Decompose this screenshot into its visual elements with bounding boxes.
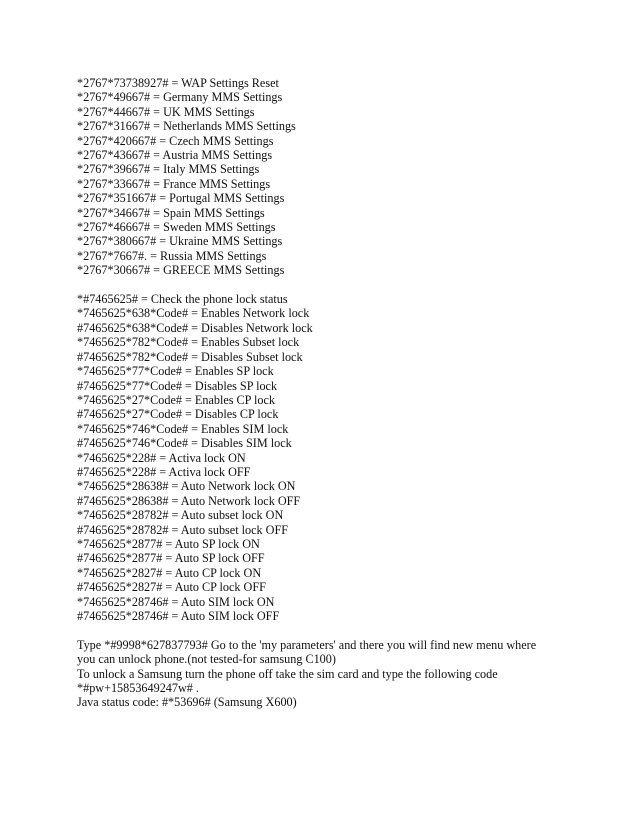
code-line: *2767*39667# = Italy MMS Settings bbox=[77, 162, 260, 177]
code-line: *2767*73738927# = WAP Settings Reset bbox=[77, 76, 279, 90]
instruction-line: *#pw+15853649247w# . bbox=[77, 681, 199, 696]
code-line: *7465625*746*Code# = Enables SIM lock bbox=[77, 421, 289, 436]
lock-codes-section bbox=[77, 292, 577, 623]
code-line: *2767*31667# = Netherlands MMS Settings bbox=[77, 119, 296, 134]
instruction-line: you can unlock phone.(not tested-for samsung C100) bbox=[77, 652, 336, 667]
code-line: *2767*30667# = GREECE MMS Settings bbox=[77, 263, 285, 278]
code-line: *2767*49667# = Germany MMS Settings bbox=[77, 90, 283, 105]
code-line: *#7465625# = Check the phone lock status bbox=[77, 292, 288, 307]
code-line: #7465625*28638# = Auto Network lock OFF bbox=[77, 493, 301, 508]
code-line: #7465625*2827# = Auto CP lock OFF bbox=[77, 580, 266, 595]
code-line: *7465625*28782# = Auto subset lock ON bbox=[77, 508, 284, 523]
code-line: *2767*46667# = Sweden MMS Settings bbox=[77, 220, 276, 235]
code-line: *7465625*2827# = Auto CP lock ON bbox=[77, 565, 262, 580]
code-line: *2767*44667# = UK MMS Settings bbox=[77, 104, 255, 119]
code-line: *7465625*28746# = Auto SIM lock ON bbox=[77, 594, 275, 609]
code-line: #7465625*27*Code# = Disables CP lock bbox=[77, 407, 279, 422]
code-line: #7465625*28782# = Auto subset lock OFF bbox=[77, 522, 289, 537]
code-line: *7465625*27*Code# = Enables CP lock bbox=[77, 392, 276, 407]
code-line: *2767*351667# = Portugal MMS Settings bbox=[77, 191, 285, 206]
mms-settings-codes-section bbox=[77, 76, 577, 278]
instruction-line: Java status code: #*53696# (Samsung X600) bbox=[77, 695, 297, 710]
code-line: *2767*420667# = Czech MMS Settings bbox=[77, 133, 274, 148]
code-line: #7465625*2877# = Auto SP lock OFF bbox=[77, 551, 265, 566]
code-line: *2767*33667# = France MMS Settings bbox=[77, 176, 271, 191]
code-line: *2767*380667# = Ukraine MMS Settings bbox=[77, 234, 283, 249]
unlock-instructions-section bbox=[77, 638, 577, 710]
code-line: #7465625*28746# = Auto SIM lock OFF bbox=[77, 609, 280, 624]
document-body bbox=[77, 76, 577, 710]
code-line: *7465625*28638# = Auto Network lock ON bbox=[77, 479, 296, 494]
code-line: *7465625*638*Code# = Enables Network lock bbox=[77, 306, 310, 321]
instruction-line: To unlock a Samsung turn the phone off take the sim card and type the following code bbox=[77, 666, 498, 681]
code-line: *7465625*782*Code# = Enables Subset lock bbox=[77, 335, 300, 350]
code-line: *7465625*77*Code# = Enables SP lock bbox=[77, 364, 274, 379]
code-line: #7465625*746*Code# = Disables SIM lock bbox=[77, 436, 292, 451]
code-line: *7465625*2877# = Auto SP lock ON bbox=[77, 536, 260, 551]
code-line: #7465625*228# = Activa lock OFF bbox=[77, 464, 251, 479]
code-line: *7465625*228# = Activa lock ON bbox=[77, 450, 246, 465]
instruction-line: Type *#9998*627837793# Go to the 'my parameters' and there you will find new menu where bbox=[77, 637, 537, 652]
code-line: *2767*43667# = Austria MMS Settings bbox=[77, 148, 273, 163]
code-line: #7465625*638*Code# = Disables Network lock bbox=[77, 320, 313, 335]
code-line: *2767*7667#. = Russia MMS Settings bbox=[77, 248, 267, 263]
code-line: #7465625*77*Code# = Disables SP lock bbox=[77, 378, 278, 393]
code-line: *2767*34667# = Spain MMS Settings bbox=[77, 205, 265, 220]
code-line: #7465625*782*Code# = Disables Subset lock bbox=[77, 349, 303, 364]
